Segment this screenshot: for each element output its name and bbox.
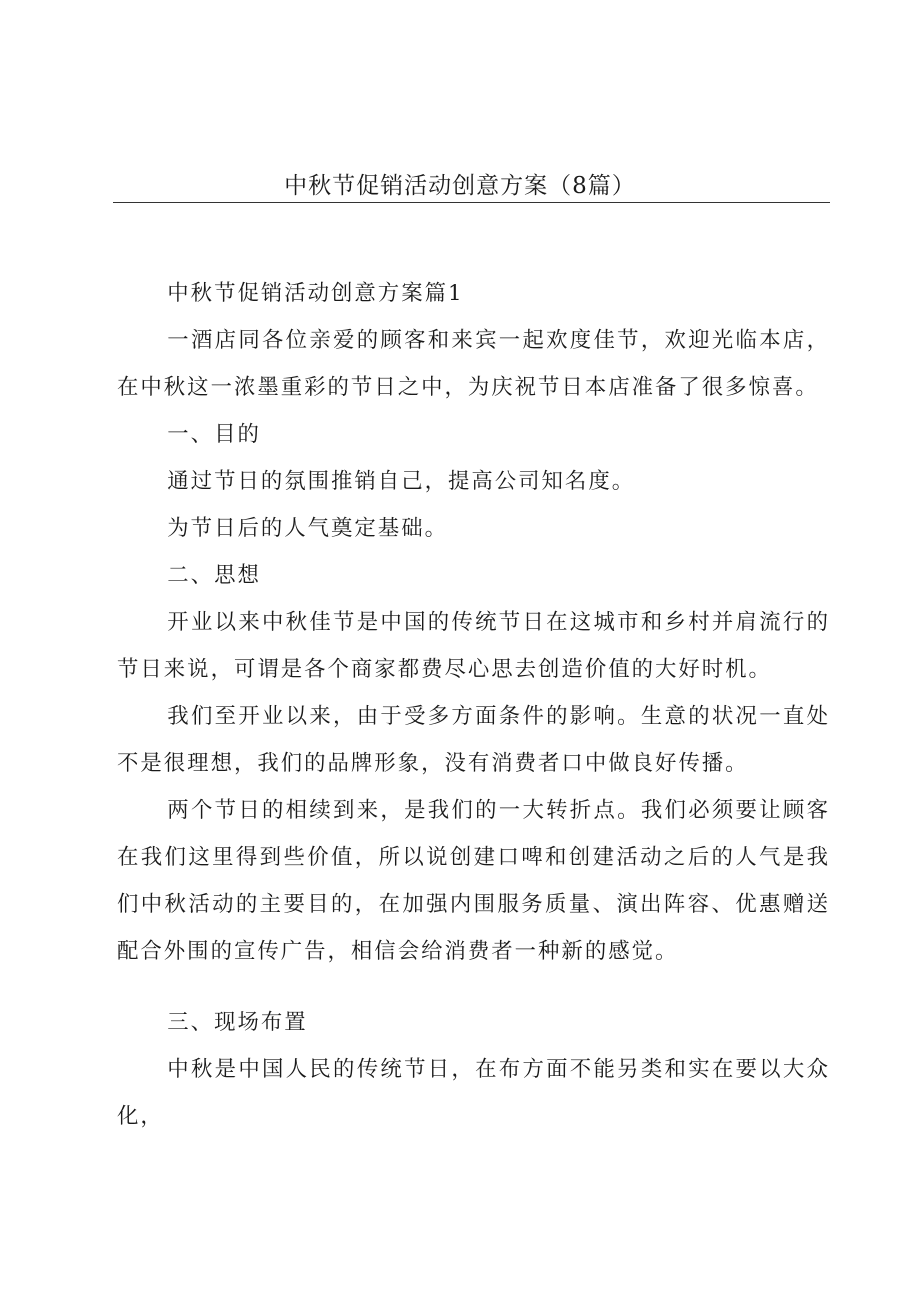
subheading: 三、现场布置 [167,1010,308,1035]
page-title: 中秋节促销活动创意方案（8篇） [284,173,636,199]
paragraph: 开业以来中秋佳节是中国的传统节日在这城市和乡村并肩流行的节日来说，可谓是各个商家都费尽心思去创造价值的大好时机。 [117,610,830,682]
subheading: 一、目的 [167,422,261,447]
paragraph: 为节日后的人气奠定基础。 [167,516,448,541]
title-underline [113,202,830,203]
paragraph: 通过节日的氛围推销自己，提高公司知名度。 [167,469,636,494]
paragraph: 我们至开业以来，由于受多方面条件的影响。生意的状况一直处不是很理想，我们的品牌形象，没有消费者口中做良好传播。 [117,704,830,776]
document-body [117,270,830,1140]
paragraph: 中秋是中国人民的传统节日，在布方面不能另类和实在要以大众化， [117,1057,830,1129]
subheading: 二、思想 [167,563,261,588]
section-heading: 中秋节促销活动创意方案篇1 [167,281,464,306]
paragraph: 两个节日的相续到来，是我们的一大转折点。我们必须要让顾客在我们这里得到些价值，所以说创建口啤和创建活动之后的人气是我们中秋活动的主要目的，在加强内围服务质量、演出阵容、优惠赠送配合外围的宣传广告，相信会给消费者一种新的感觉。 [117,798,830,964]
paragraph: 一酒店同各位亲爱的顾客和来宾一起欢度佳节，欢迎光临本店，在中秋这一浓墨重彩的节日之中，为庆祝节日本店准备了很多惊喜。 [117,328,830,400]
